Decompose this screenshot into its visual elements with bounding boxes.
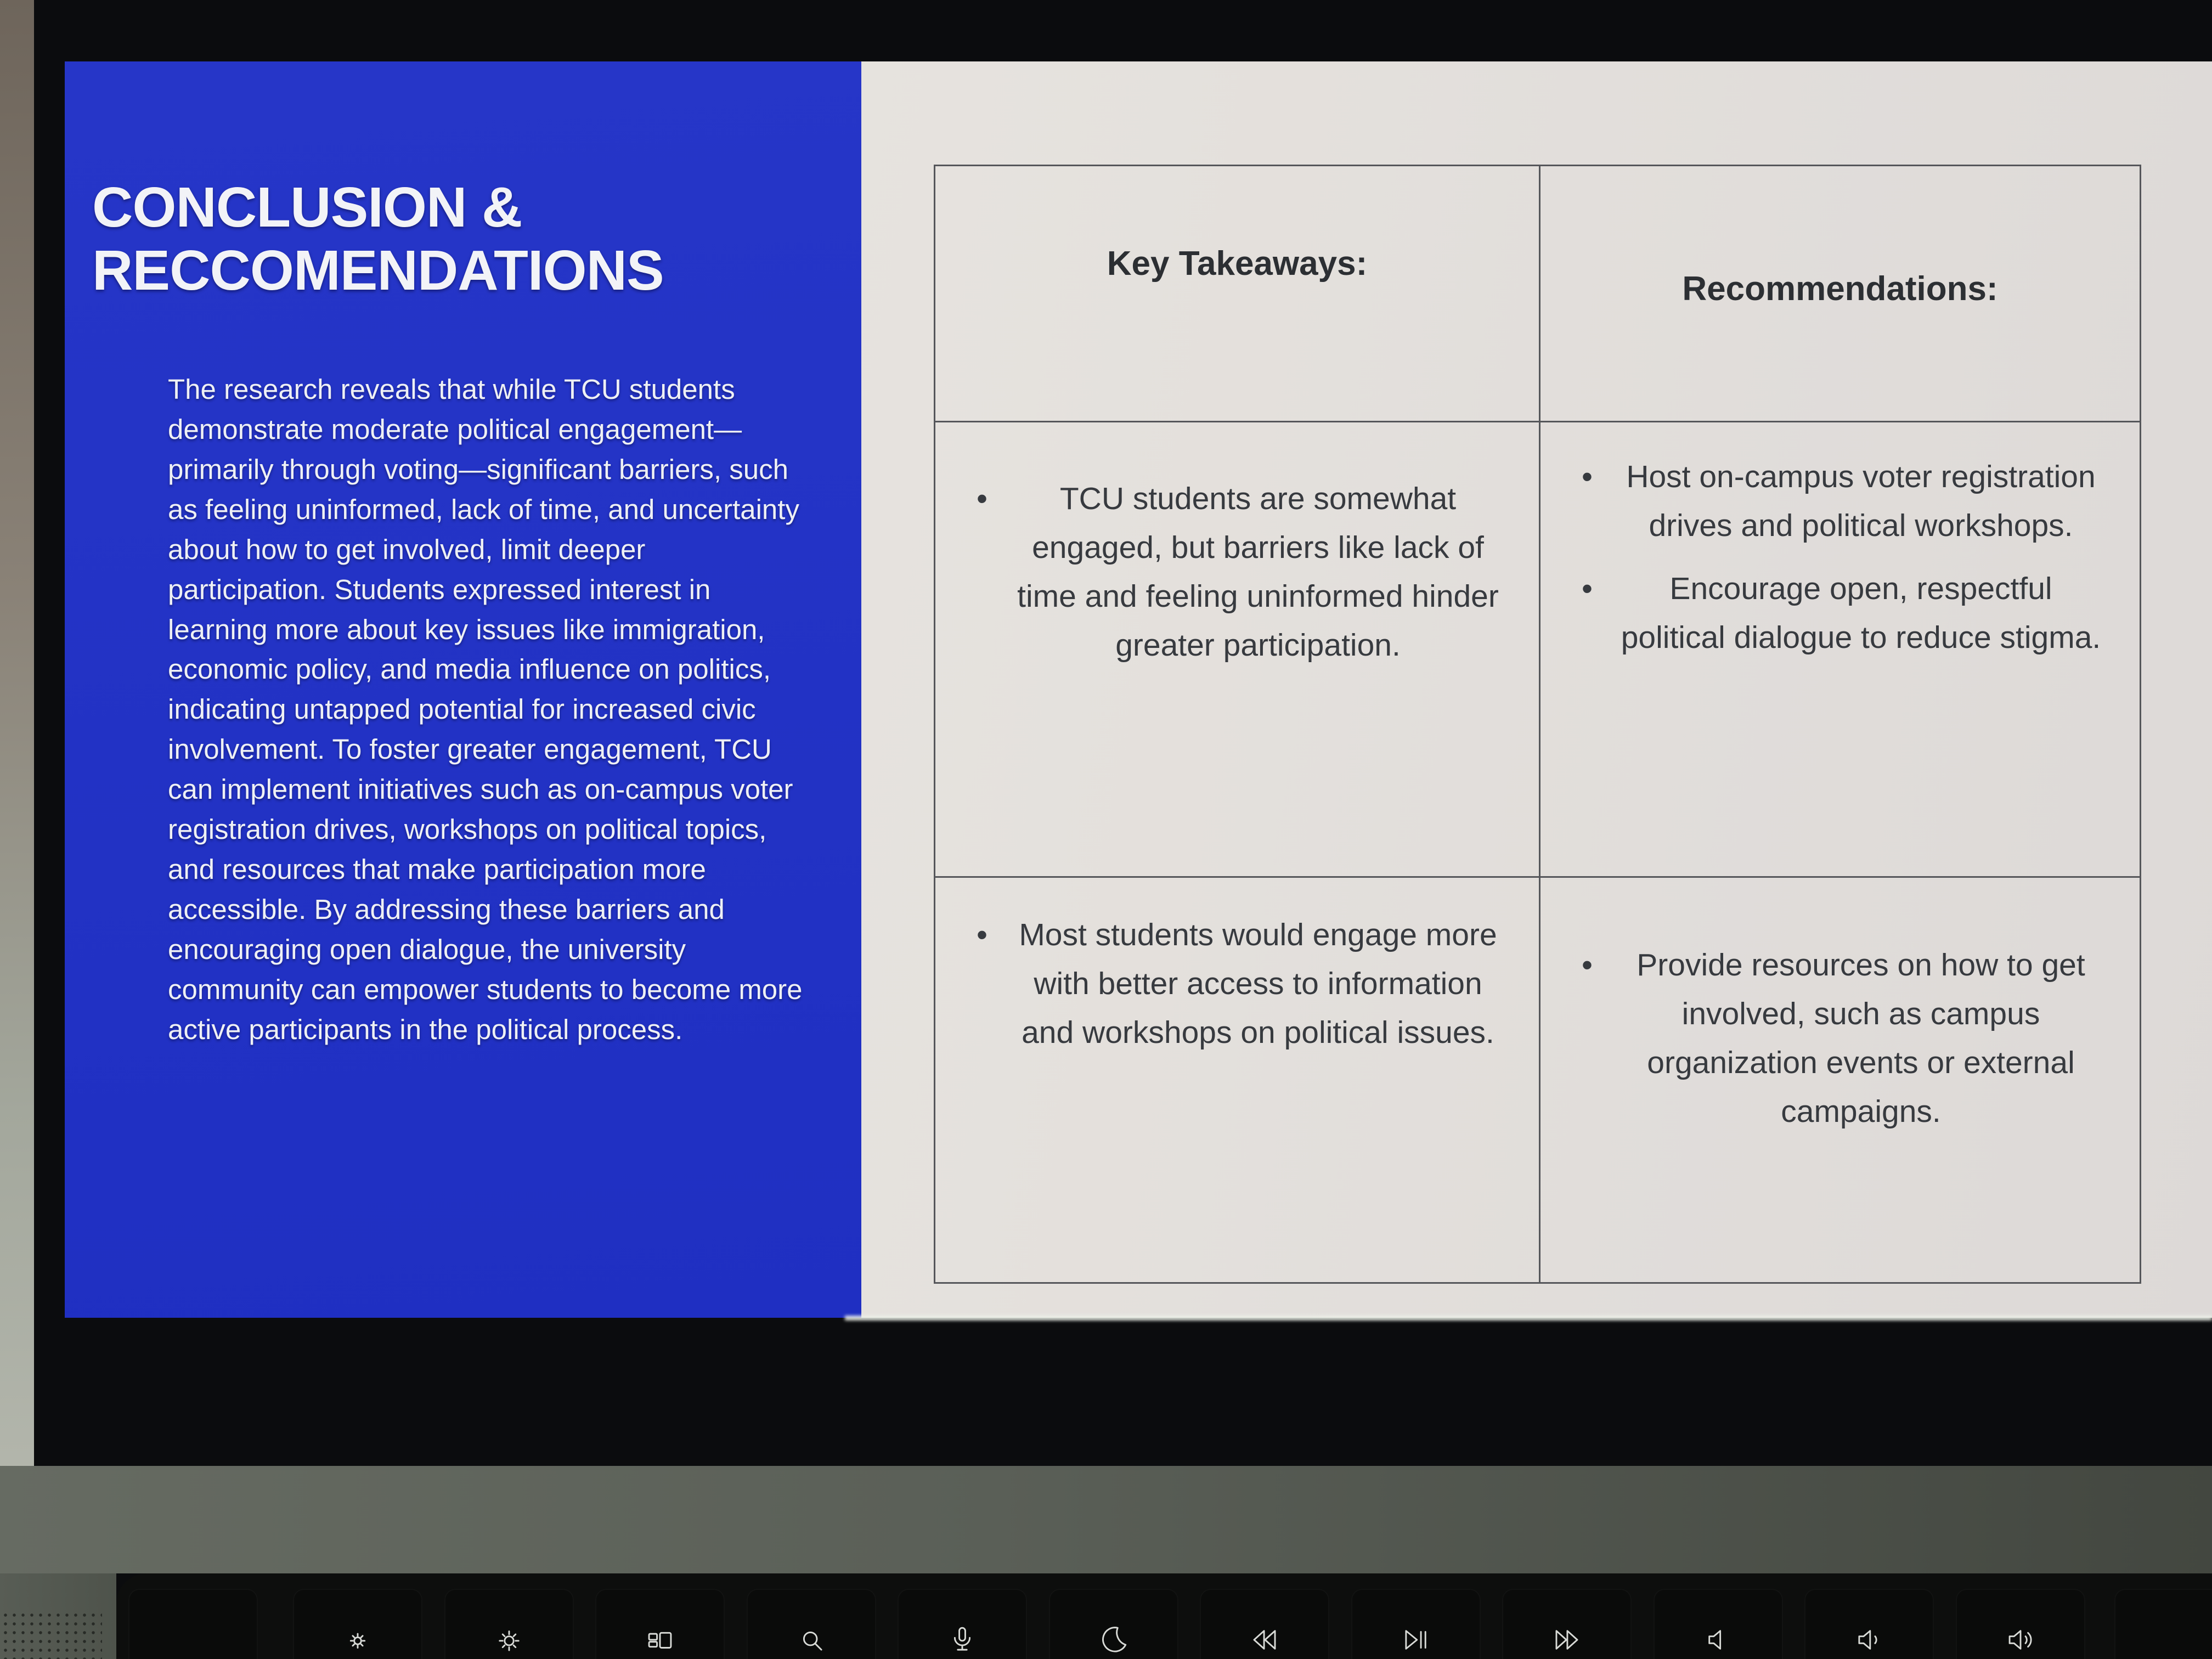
takeaway-text: Most students would engage more with better access to information and workshops on political issues. (1019, 917, 1497, 1050)
table-cell-takeaway-1 (935, 422, 1541, 878)
takeaway-text: TCU students are somewhat engaged, but barriers like lack of time and feeling uninformed hinder greater participation. (1017, 481, 1499, 663)
play-pause-key[interactable] (1351, 1589, 1481, 1659)
recommendation-text: Provide resources on how to get involved, such as campus organization events or external campaigns. (1637, 947, 2085, 1129)
laptop-hinge (0, 1466, 2212, 1573)
do-not-disturb-key[interactable] (1049, 1589, 1178, 1659)
brightness-down-icon (342, 1624, 374, 1656)
bullet-icon: • (977, 917, 988, 952)
slide-left-panel (65, 61, 861, 1318)
slide-body-paragraph: The research reveals that while TCU students demonstrate moderate political engagement—primarily through voting—significant barriers, such as feeling uninformed, lack of time, and uncertainty about how to get involved, limit deeper participation. Students expressed interest in learning more about key issues like immigration, economic policy, and media influence on politics, indicating untapped potential for increased civic involvement. To foster greater engagement, TCU can implement initiatives such as on-campus voter registration drives, workshops on political topics, and resources that make participation more accessible. By addressing these barriers and encouraging open dialogue, the university community can empower students to become more active participants in the political process. (168, 374, 803, 1045)
list-item (1555, 941, 2125, 1136)
mute-key[interactable] (1654, 1589, 1783, 1659)
screen-backlight-glow (845, 1316, 2212, 1321)
dictation-icon (946, 1624, 978, 1656)
rewind-key[interactable] (1200, 1589, 1329, 1659)
volume-up-key[interactable] (1956, 1589, 2085, 1659)
power-key[interactable] (2114, 1589, 2212, 1659)
table-cell-recommendations-1 (1541, 422, 2140, 878)
background-wall (0, 0, 34, 1481)
mute-icon (1702, 1624, 1734, 1656)
volume-up-icon (2005, 1624, 2036, 1656)
brightness-up-icon (493, 1624, 525, 1656)
list-item (950, 475, 1525, 670)
bullet-icon: • (1582, 571, 1593, 606)
list-item (1555, 453, 2125, 550)
recommendation-text: Host on-campus voter registration drives and political workshops. (1626, 459, 2096, 543)
bullet-icon: • (1582, 459, 1593, 494)
brightness-up-key[interactable] (444, 1589, 574, 1659)
rewind-icon (1249, 1624, 1280, 1656)
spotlight-key[interactable] (747, 1589, 876, 1659)
play-pause-icon (1400, 1624, 1432, 1656)
table-header-recommendations: Recommendations: (1541, 166, 2140, 422)
table-cell-recommendations-2 (1541, 878, 2140, 1282)
bullet-icon: • (1582, 947, 1593, 983)
fast-forward-key[interactable] (1502, 1589, 1632, 1659)
slide-title (92, 176, 664, 302)
takeaways-recommendations-table (934, 165, 2141, 1284)
brightness-down-key[interactable] (293, 1589, 422, 1659)
fast-forward-icon (1551, 1624, 1583, 1656)
volume-down-icon (1853, 1624, 1885, 1656)
mission-control-key[interactable] (595, 1589, 725, 1659)
list-item (1555, 565, 2125, 662)
spotlight-icon (795, 1624, 827, 1656)
table-cell-takeaway-2 (935, 878, 1541, 1282)
recommendation-text: Encourage open, respectful political dialogue to reduce stigma. (1621, 571, 2101, 655)
do-not-disturb-icon (1098, 1624, 1130, 1656)
mission-control-icon (644, 1624, 676, 1656)
presentation-slide (65, 61, 2212, 1318)
slide-title-line1: CONCLUSION & (92, 176, 522, 239)
table-header-key-takeaways: Key Takeaways: (935, 166, 1541, 422)
esc-key[interactable] (128, 1589, 258, 1659)
dictation-key[interactable] (898, 1589, 1027, 1659)
slide-title-line2: RECCOMENDATIONS (92, 239, 664, 302)
speaker-grille (3, 1613, 102, 1659)
list-item (950, 911, 1525, 1057)
bullet-icon: • (977, 481, 988, 516)
volume-down-key[interactable] (1804, 1589, 1934, 1659)
